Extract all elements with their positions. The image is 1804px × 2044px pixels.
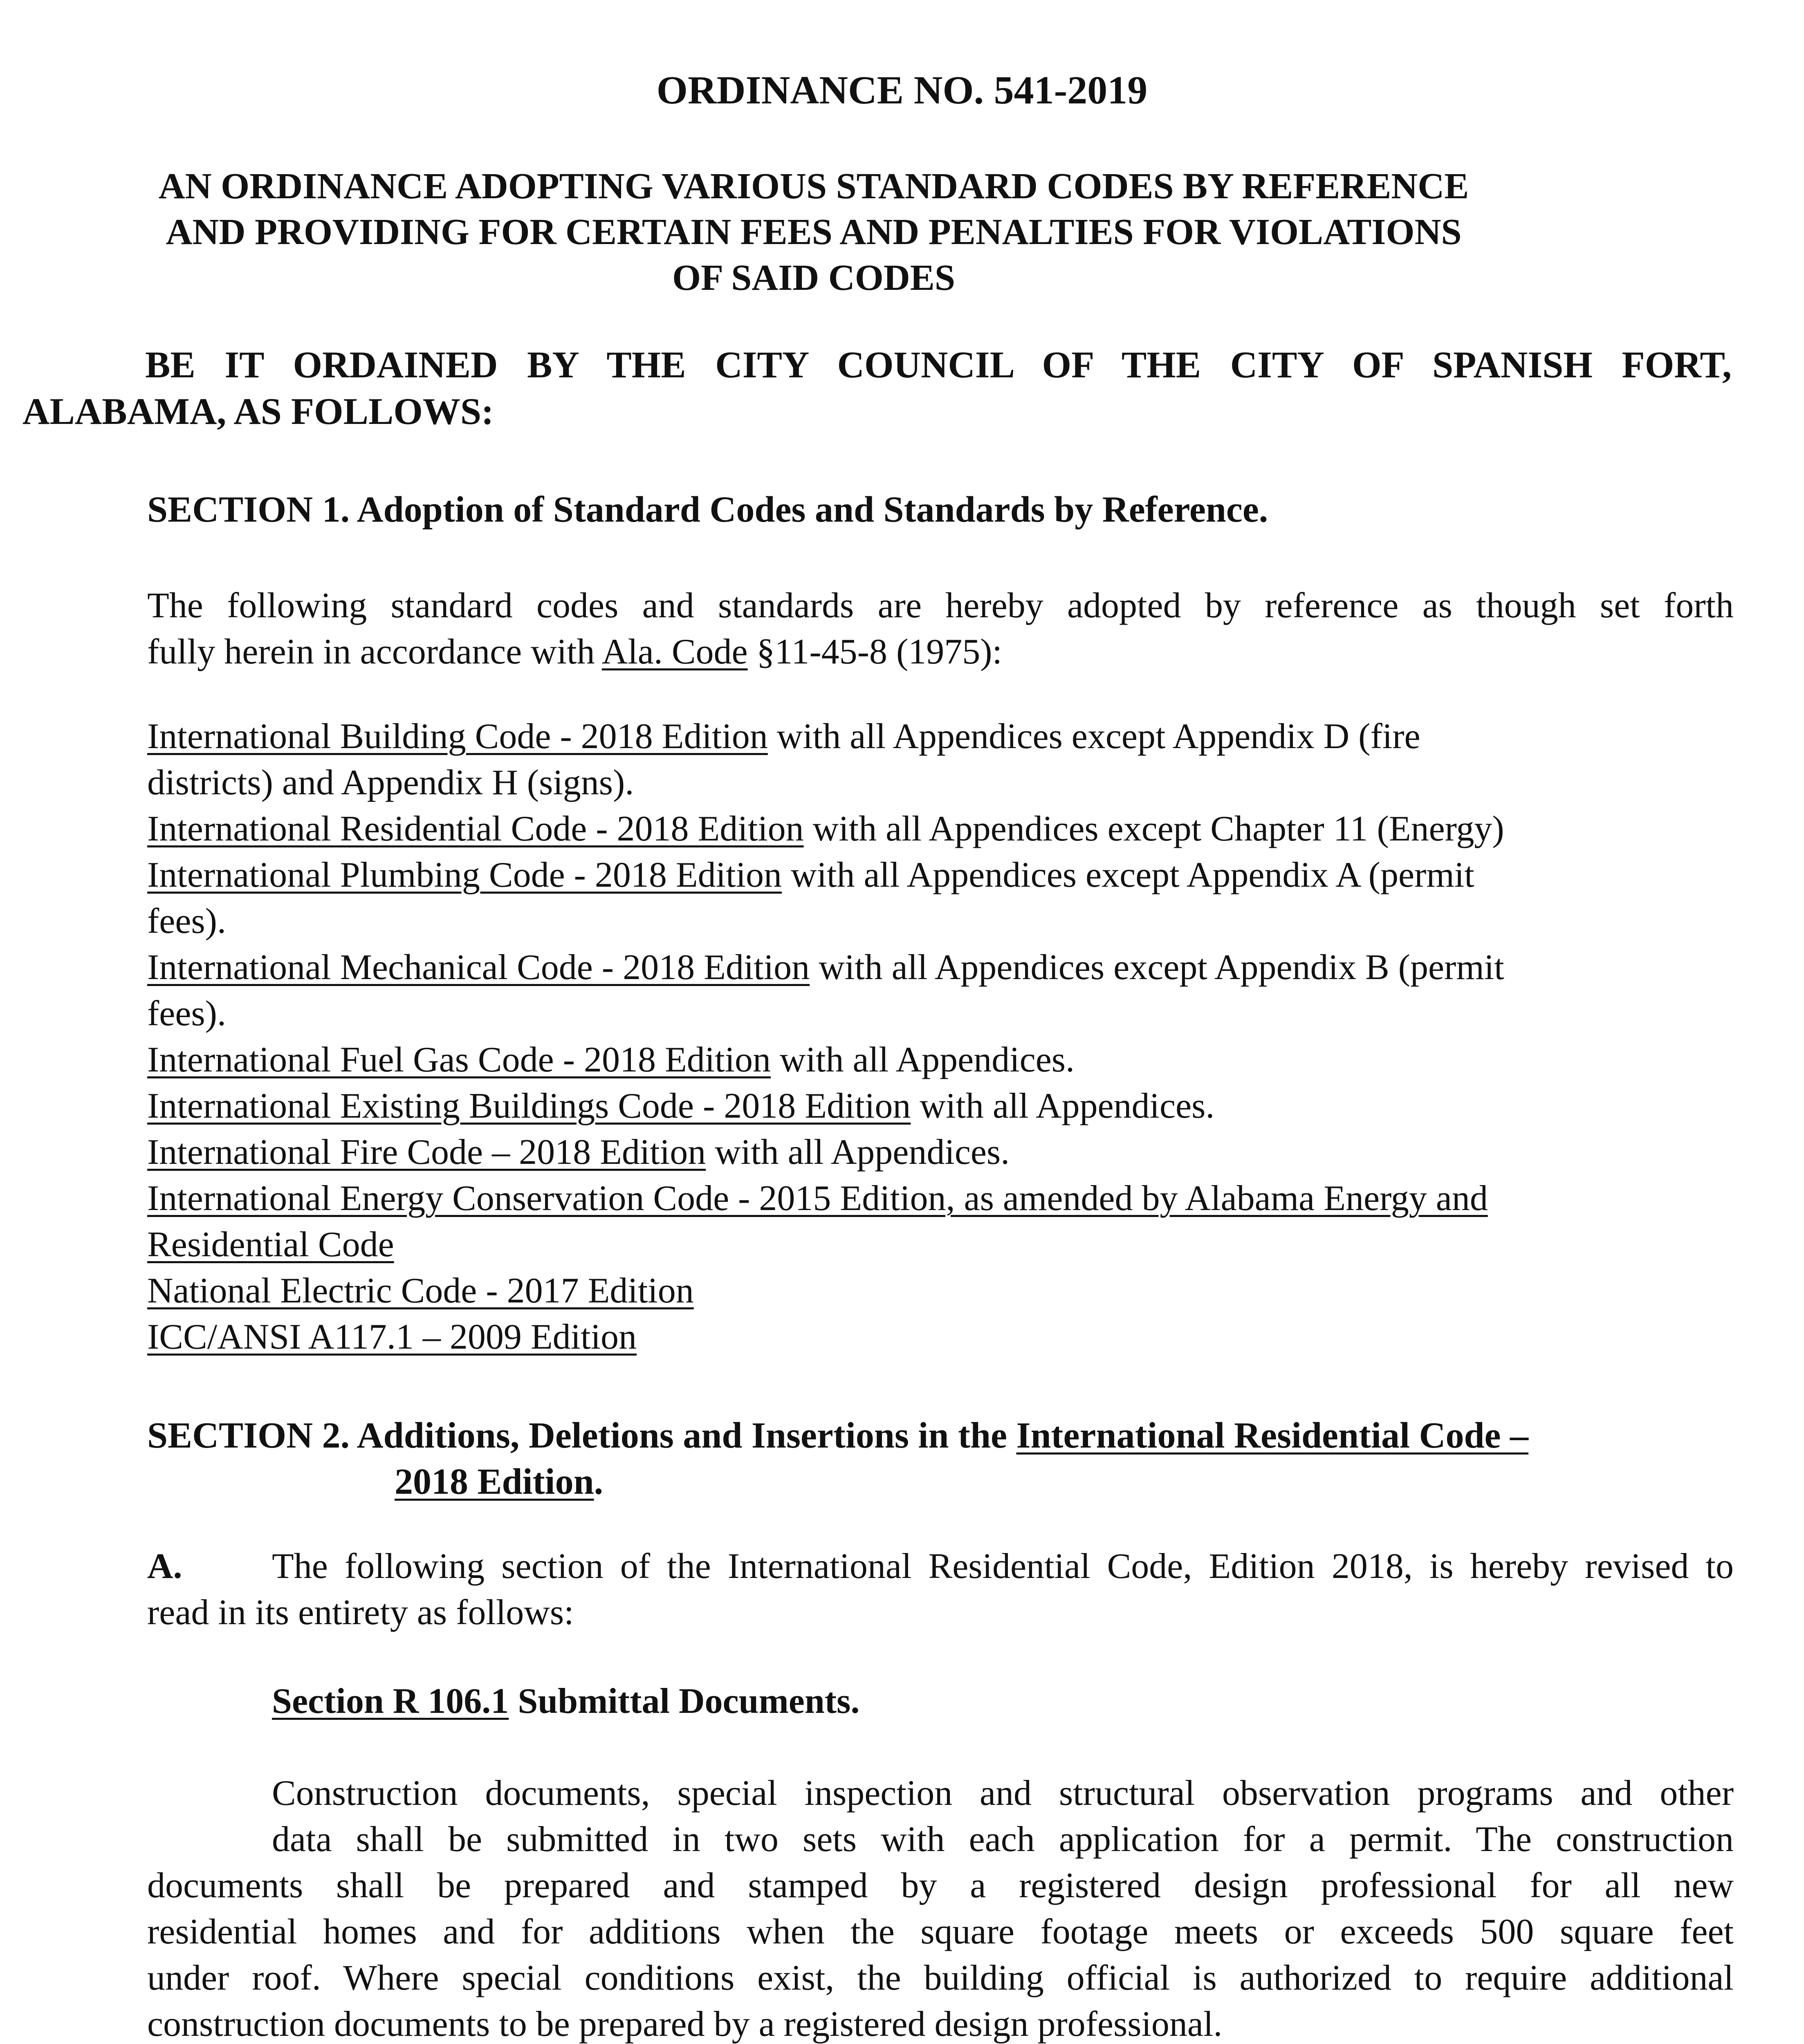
- code-scope: with all Appendices except Appendix B (permit: [810, 948, 1504, 987]
- subsection-a-label: A.: [147, 1546, 182, 1586]
- code-item-continuation: fees).: [147, 994, 226, 1033]
- r106-title: Submittal Documents.: [509, 1681, 860, 1721]
- paragraph-line: under roof. Where special conditions exist, the building official is authorized to require additional: [147, 1958, 1734, 1998]
- code-item: [147, 1037, 1734, 1083]
- section-1-intro: [147, 583, 1734, 675]
- code-item: [147, 852, 1734, 898]
- code-title: International Residential Code - 2018 Edition: [147, 809, 804, 849]
- ordained-line: BE IT ORDAINED BY THE CITY COUNCIL OF THE CITY OF SPANISH FORT,: [145, 344, 1732, 385]
- section-2-heading-line: [147, 1459, 1528, 1505]
- code-title: International Existing Buildings Code - 2018 Edition: [147, 1086, 911, 1126]
- code-item: [147, 1314, 1734, 1360]
- code-title: Residential Code: [147, 1225, 394, 1264]
- code-title: International Fire Code – 2018 Edition: [147, 1132, 706, 1172]
- ordinance-subtitle: [0, 164, 1627, 301]
- code-scope: with all Appendices.: [771, 1040, 1075, 1080]
- code-item: [147, 1175, 1734, 1221]
- heading-text: SECTION 2. Additions, Deletions and Insertions in the: [147, 1415, 1016, 1456]
- section-1-heading: SECTION 1. Adoption of Standard Codes and Standards by Reference.: [147, 489, 1268, 530]
- paragraph-line: residential homes and for additions when the square footage meets or exceeds 500 square feet: [147, 1912, 1734, 1952]
- code-item-continuation: districts) and Appendix H (signs).: [147, 763, 634, 802]
- code-item: [147, 806, 1734, 852]
- code-item: [147, 944, 1734, 991]
- code-title: International Building Code - 2018 Edition: [147, 717, 768, 756]
- code-item: [147, 713, 1734, 760]
- code-title: ICC/ANSI A117.1 – 2009 Edition: [147, 1317, 637, 1357]
- code-scope: with all Appendices except Appendix D (fire: [767, 717, 1420, 756]
- paragraph-line: read in its entirety as follows:: [147, 1593, 574, 1632]
- code-item-continuation: [147, 1221, 1734, 1268]
- ordained-clause: [22, 341, 1732, 435]
- ordained-line: ALABAMA, AS FOLLOWS:: [22, 390, 494, 432]
- r106-paragraph: [147, 1770, 1734, 2044]
- code-title: International Plumbing Code - 2018 Edition: [147, 855, 782, 895]
- code-scope: with all Appendices.: [706, 1132, 1010, 1172]
- adopted-codes-list: [147, 713, 1734, 1360]
- subtitle-line: OF SAID CODES: [672, 258, 955, 298]
- r106-number: Section R 106.1: [272, 1681, 509, 1721]
- intro-line: [147, 629, 1734, 675]
- heading-text: .: [594, 1461, 604, 1502]
- subtitle-line: AN ORDINANCE ADOPTING VARIOUS STANDARD CODES BY REFERENCE: [158, 166, 1469, 206]
- paragraph-line: The following section of the International Residential Code, Edition 2018, is hereby revised to: [272, 1546, 1734, 1586]
- ala-code-citation: Ala. Code: [601, 632, 748, 672]
- code-title: National Electric Code - 2017 Edition: [147, 1271, 694, 1311]
- code-scope: with all Appendices except Chapter 11 (Energy): [803, 809, 1504, 849]
- intro-line: The following standard codes and standards are hereby adopted by reference as though set forth: [147, 586, 1734, 625]
- paragraph-line: construction documents to be prepared by a registered design professional.: [147, 2004, 1223, 2044]
- code-title: International Energy Conservation Code - 2015 Edition, as amended by Alabama Energy and: [147, 1179, 1488, 1218]
- code-item: [147, 1268, 1734, 1314]
- code-scope: with all Appendices.: [911, 1086, 1215, 1126]
- code-title: International Fuel Gas Code - 2018 Edition: [147, 1040, 771, 1080]
- subsection-a-text: [147, 1543, 1734, 1636]
- section-2-heading-line: [147, 1412, 1528, 1459]
- code-item: [147, 1129, 1734, 1175]
- r106-heading: [272, 1678, 859, 1724]
- code-item-continuation: fees).: [147, 901, 226, 941]
- intro-text: §11-45-8 (1975):: [747, 632, 1002, 672]
- heading-code-link: International Residential Code –: [1016, 1415, 1528, 1456]
- ordinance-title: ORDINANCE NO. 541-2019: [656, 68, 1148, 112]
- section-2-heading: [147, 1412, 1528, 1505]
- code-item: [147, 1083, 1734, 1129]
- intro-text: fully herein in accordance with: [147, 632, 602, 672]
- paragraph-line: documents shall be prepared and stamped by a registered design professional for all new: [147, 1866, 1734, 1905]
- code-title: International Mechanical Code - 2018 Edition: [147, 948, 810, 987]
- code-scope: with all Appendices except Appendix A (permit: [782, 855, 1474, 895]
- heading-code-link: 2018 Edition: [395, 1461, 594, 1502]
- subtitle-line: AND PROVIDING FOR CERTAIN FEES AND PENALTIES FOR VIOLATIONS: [166, 212, 1462, 252]
- paragraph-line: Construction documents, special inspection and structural observation programs and other: [272, 1773, 1734, 1813]
- paragraph-line: data shall be submitted in two sets with each application for a permit. The construction: [272, 1820, 1734, 1859]
